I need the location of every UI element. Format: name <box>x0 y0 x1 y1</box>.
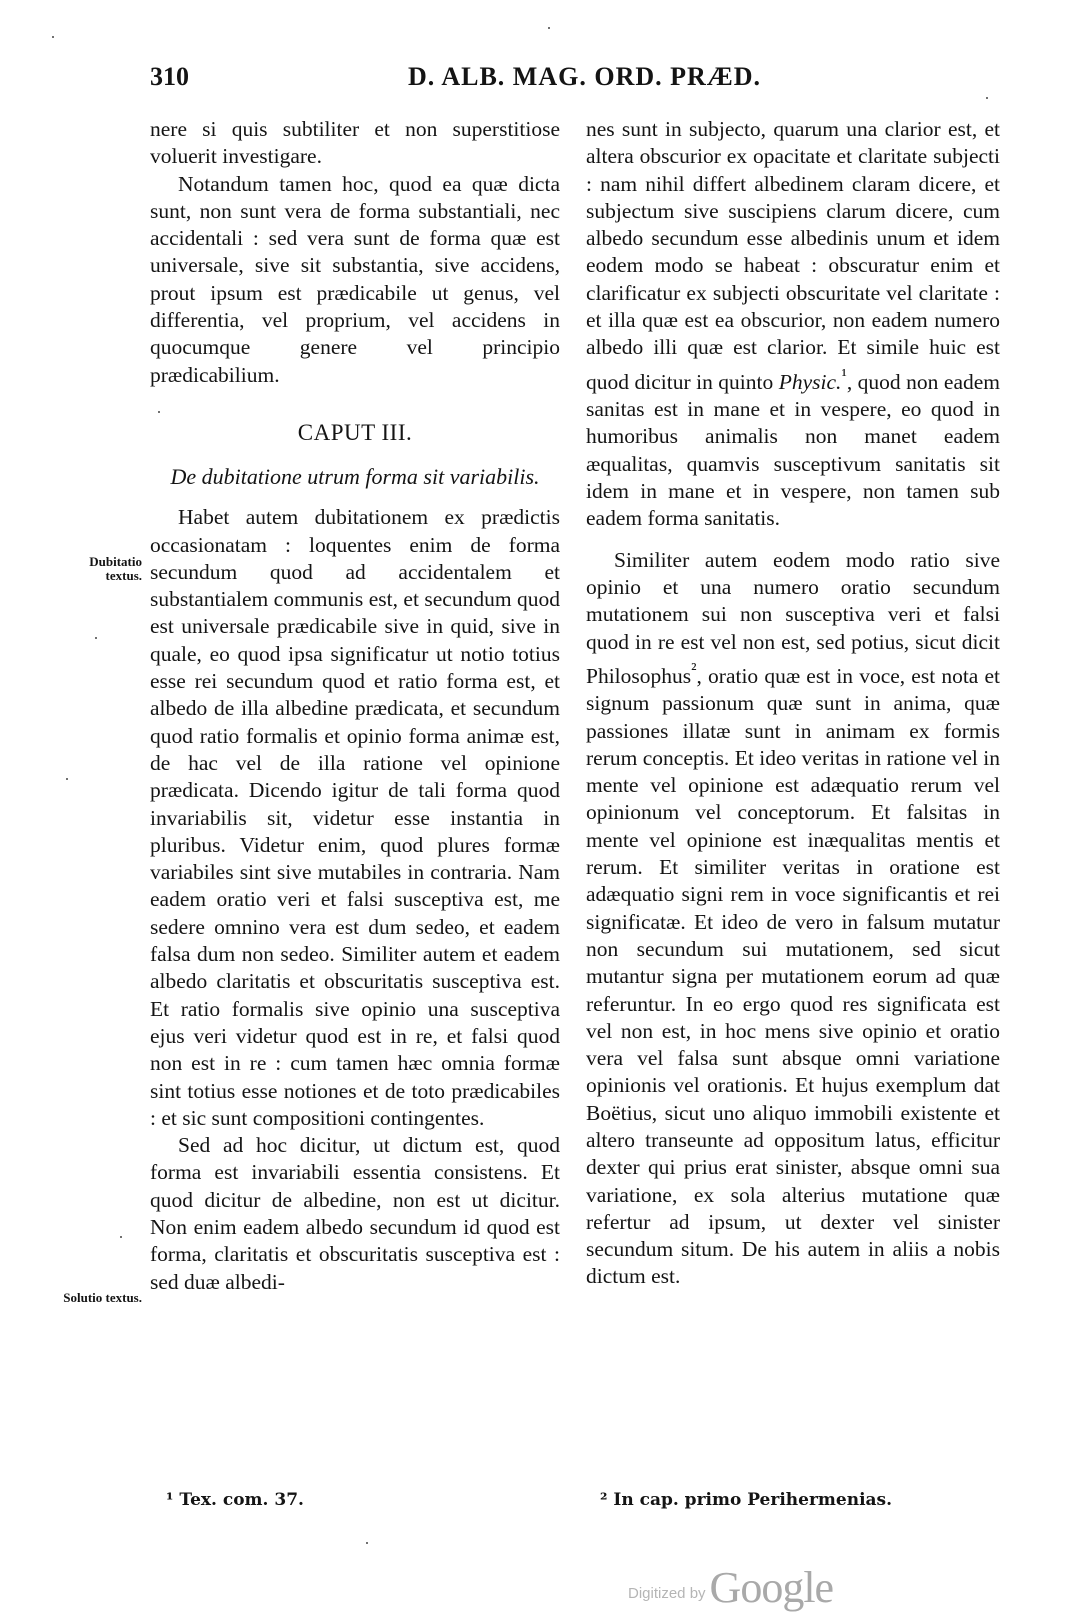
marginal-note-solutio: Solutio textus. <box>63 1290 142 1305</box>
chapter-subtitle: De dubitatione utrum forma sit variabilis. <box>170 464 540 490</box>
text-run: nes sunt in subjecto, quarum una clarior est, et altera obscurior ex opacitate et claritate subjecti : nam nihil differt albedinem claram dicere, et subjectum sive suscipiens clarum dicere, cum albedo secundum esse albedinis unum et idem eodem modo se habeat : obscuratur enim et clarificatur ex subjecti obscuritate vel claritate : et illa quæ est ea obscurior, non eadem numero albedo illi quæ est clarior. Et simile huic est quod dicitur in quinto <box>586 117 1000 394</box>
page-number: 310 <box>150 62 189 91</box>
scan-speck <box>120 1236 122 1238</box>
scan-speck <box>95 637 97 639</box>
watermark-caption: Digitized by <box>628 1585 706 1602</box>
scan-speck <box>986 97 988 99</box>
chapter-title: CAPUT III. <box>297 419 413 445</box>
paragraph: nere si quis subtiliter et non superstitiose voluerit investigare. <box>150 117 560 169</box>
paragraph <box>586 116 1000 533</box>
footnote-right: ² In cap. primo Perihermenias. <box>600 1490 893 1510</box>
text-run: , oratio quæ est in voce, est nota et signum passionum quæ sunt in anima, quæ passiones illatæ sunt in animam ex formis rerum conceptis. Et ideo veritas in ratione vel in mente vel opinione est adæquatio rerum vel opinionum vel conceptorum. Et falsitas in mente vel opinione est inæqualitas mentis et rerum. Et similiter veritas in oratione est adæquatio signi rem in voce significantis et rei significatæ. Et ideo de vero in falsum mutatur non secundum sui mutationem, sed sicut mutantur signa per mutationem eorum ad quæ referuntur. In eo ergo quod res significata est vel non est, in hoc mens sive opinio et oratio vera vel falsa sunt absque omni variatione opinionis vel orationis. Et hujus exemplum dat Boëtius, sicut uno aliquo immobili existente et altero transeunte ad oppositum latus, efficitur dexter qui prius erat sinister, absque omni sua variatione, ex sola alterius mutatione quæ refertur ad ipsum, ut dexter vel sinister secundum situm. De his autem in aliis a nobis dictum est. <box>586 663 1000 1289</box>
paragraph: Sed ad hoc dicitur, ut dictum est, quod forma est invariabili essentia consistens. Et quod dicitur de albedine, non est ut dicitur. Non enim eadem albedo secundum id quod est forma, claritatis et obscuritatis susceptiva est : sed duæ albedi- <box>150 1133 560 1294</box>
paragraph: Notandum tamen hoc, quod ea quæ dicta sunt, non sunt vera de forma substantiali, nec accidentali : sed vera sunt de forma quæ est universale, sive sit substantia, sive accidens, prout ipsum est prædicabile ut genus, vel differentia, vel proprium, vel accidens in quocumque genere vel principio prædicabilium. <box>150 171 560 387</box>
right-column <box>586 116 1000 1291</box>
marginal-note-dubitatio: Dubitatio textus. <box>89 554 142 583</box>
footnote-marker: ¹ <box>841 364 847 385</box>
digitized-watermark <box>628 1562 834 1612</box>
scan-speck <box>158 411 160 413</box>
citation-italic: Physic. <box>778 369 842 394</box>
scan-speck <box>52 36 54 38</box>
footnote-marker: ² <box>691 658 697 679</box>
page-header <box>150 62 1000 102</box>
paragraph: Habet autem dubitationem ex prædictis occasionatam : loquentes enim de forma secundum quod ad accidentalem et substantialem communis est, et secundum quod est universale prædicabile sive in quid, sive in quale, eo quod ipsa significatur ut notio totius esse rei secundum quod et ratio forma est, et albedo de illa albedine prædicata, et secundum quod ratio formalis et opinio forma animæ est, de hac vel de illa ratione vel opinione prædicata. Dicendo igitur de tali forma quod invariabilis sit, videtur esse instantia in pluribus. Videtur enim, quod plures formæ variabiles sint sive mutabiles in contraria. Nam eadem oratio veri et falsi susceptiva est, me sedere omnino vera est dum sedeo, et eadem falsa dum non sedeo. Similiter autem et eadem albedo claritatis et obscuritatis susceptiva est. Et ratio formalis sive opinio una susceptiva ejus veri videtur quod est in re, et falsi quod non est in re : cum tamen hæc omnia formæ sint totius esse notiones et de toto prædicabiles : et sic sunt compositioni contingentes. <box>150 505 560 1130</box>
footnote-left: ¹ Tex. com. 37. <box>166 1490 304 1510</box>
running-head: D. ALB. MAG. ORD. PRÆD. <box>408 62 762 91</box>
paragraph <box>586 547 1000 1291</box>
scan-speck <box>366 1542 368 1544</box>
text-run: , quod non eadem sanitas est in mane et in vespere, eo quod in humoribus animalis non manet eadem æqualitas, quamvis susceptivum sanitatis sit idem in mane et in vespere, non tamen sub eadem forma sanitatis. <box>586 369 1000 531</box>
text-run: Similiter autem eodem modo ratio sive opinio et una numero oratio secundum mutationem sui non susceptiva veri et falsi quod in re est vel non est, sed potius, sicut dicit Philosophus <box>586 547 1000 688</box>
scan-speck <box>548 27 550 29</box>
scan-speck <box>66 778 68 780</box>
left-column <box>150 116 560 1296</box>
google-logo: Google <box>709 1563 834 1612</box>
